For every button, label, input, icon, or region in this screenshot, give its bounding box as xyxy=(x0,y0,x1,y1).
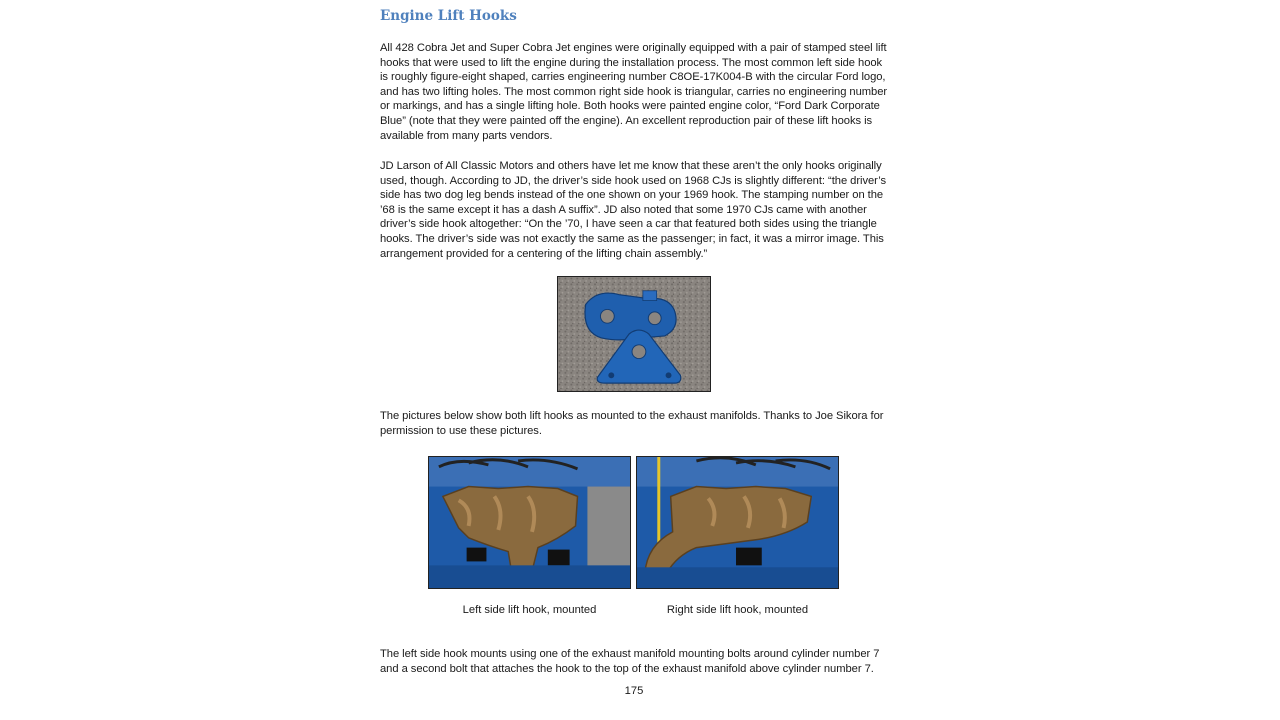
caption-right-hook: Right side lift hook, mounted xyxy=(666,604,809,616)
page-number: 175 xyxy=(624,685,644,697)
section-heading: Engine Lift Hooks xyxy=(380,8,517,24)
lift-hooks-photo xyxy=(557,276,711,392)
paragraph-lift-hooks-intro: All 428 Cobra Jet and Super Cobra Jet engines were originally equipped with a pair of stamped steel lift hooks that were used to lift the engine during the installation process. The most common left side hook is roughly figure-eight shaped, carries engineering number C8OE-17K004-B with the circular Ford logo, and has two lifting holes. The most common right side hook is triangular, carries no engineering number or markings, and has a single lifting hole. Both hooks were painted engine color, “Ford Dark Corporate Blue” (note that they were painted off the engine). An excellent reproduction pair of these lift hooks is available from many parts vendors. xyxy=(380,42,888,142)
right-hook-mounted-photo xyxy=(636,456,839,589)
paragraph-jd-larson-notes: JD Larson of All Classic Motors and others have let me know that these aren’t the only hooks originally used, though. According to JD, the driver’s side hook used on 1968 CJs is slightly different: “the driver’s side has two dog leg bends instead of the one shown on your 1969 hook. The stamping number on the ’68 is the same except it has a dash A suffix”. JD also noted that some 1970 CJs came with another driver’s side hook altogether: “On the ’70, I have seen a car that featured both sides using the triangle hooks. The driver’s side was not exactly the same as the passenger; in fact, it was a mirror image. This arrangement provided for a centering of the lifting chain assembly.” xyxy=(380,160,887,260)
paragraph-pictures-credit: The pictures below show both lift hooks as mounted to the exhaust manifolds. Thanks to Joe Sikora for permission to use these pictures. xyxy=(380,410,884,437)
left-hook-mounted-photo xyxy=(428,456,631,589)
caption-left-hook: Left side lift hook, mounted xyxy=(462,604,597,616)
paragraph-left-hook-mounting: The left side hook mounts using one of the exhaust manifold mounting bolts around cylinder number 7 and a second bolt that attaches the hook to the top of the exhaust manifold above cylinder number 7. xyxy=(380,648,880,675)
